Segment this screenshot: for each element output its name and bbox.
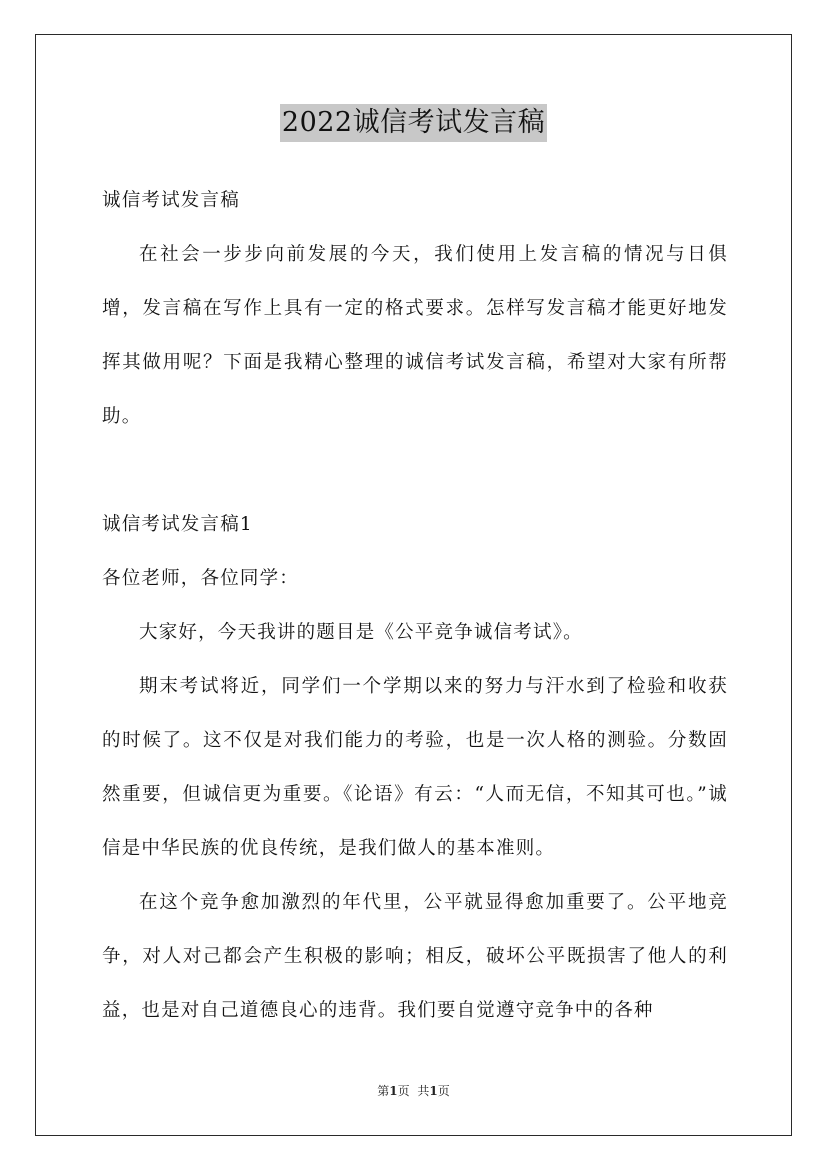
page-footer [0, 1083, 827, 1099]
page-prefix: 第 [377, 1084, 390, 1098]
body-paragraph: 大家好，今天我讲的题目是《公平竞争诚信考试》。 [139, 622, 583, 643]
intro-paragraph: 在社会一步步向前发展的今天，我们使用上发言稿的情况与日俱增，发言稿在写作上具有一定的格式要求。怎样写发言稿才能更好地发挥其做用呢？下面是我精心整理的诚信考试发言稿，希望对大家有所帮助。 [102, 244, 728, 427]
title-container [0, 104, 827, 142]
page-current: 1 [389, 1084, 398, 1098]
body-paragraph: 在这个竞争愈加激烈的年代里，公平就显得愈加重要了。公平地竞争，对人对己都会产生积极的影响；相反，破坏公平既损害了他人的利益，也是对自己道德良心的违背。我们要自觉遵守竞争中的各种 [102, 892, 728, 1021]
subtitle: 诚信考试发言稿 [102, 190, 240, 211]
document-title: 2022诚信考试发言稿 [280, 104, 547, 142]
total-prefix: 共 [417, 1084, 430, 1098]
page-total: 1 [429, 1084, 438, 1098]
document-body [102, 174, 728, 1038]
body-paragraph: 期末考试将近，同学们一个学期以来的努力与汗水到了检验和收获的时候了。这不仅是对我们能力的考验，也是一次人格的测验。分数固然重要，但诚信更为重要。《论语》有云：“人而无信，不知其可也。”诚信是中华民族的优良传统，是我们做人的基本准则。 [102, 676, 728, 859]
total-suffix: 页 [437, 1084, 450, 1098]
greeting: 各位老师，各位同学： [102, 568, 300, 589]
blank-line [102, 444, 728, 498]
section-heading: 诚信考试发言稿1 [102, 514, 253, 535]
page-suffix: 页 [397, 1084, 410, 1098]
